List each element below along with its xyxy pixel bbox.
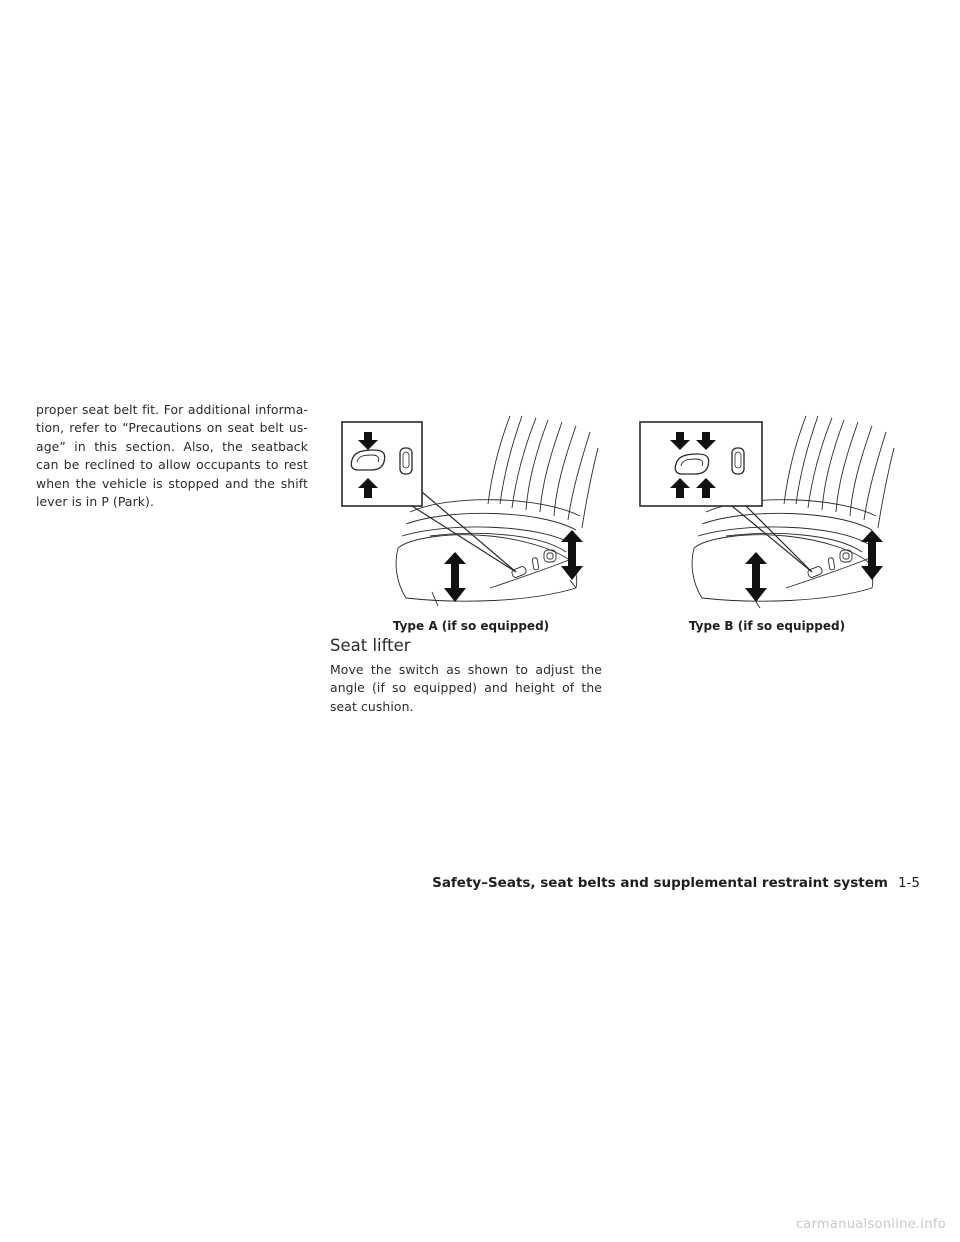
page-number: 1-5 [897,875,920,891]
figure-caption-type-a: Type A (if so equipped) [392,619,550,633]
section-body: Move the switch as shown to adjust the angle (if so equipped) and height of the seat cushion. [330,662,602,714]
figure-caption-type-b: Type B (if so equipped) [688,619,846,633]
seat-lifter-illustration-type-b [636,412,898,610]
watermark: carmanualsonline.info [795,1217,946,1232]
page-footer [432,875,920,891]
seat-lifter-illustration-type-a [340,412,602,610]
body-paragraph: proper seat belt fit. For additional informa-tion, refer to “Precautions on seat belt us-age” in this section. Also, the seatback can be reclined to allow occupants to rest when the vehicle is stopped and the shift lever is in P (Park). [36,402,308,510]
section-heading: Seat lifter [330,636,411,655]
footer-section-title: Safety–Seats, seat belts and supplemental restraint system [432,875,888,891]
